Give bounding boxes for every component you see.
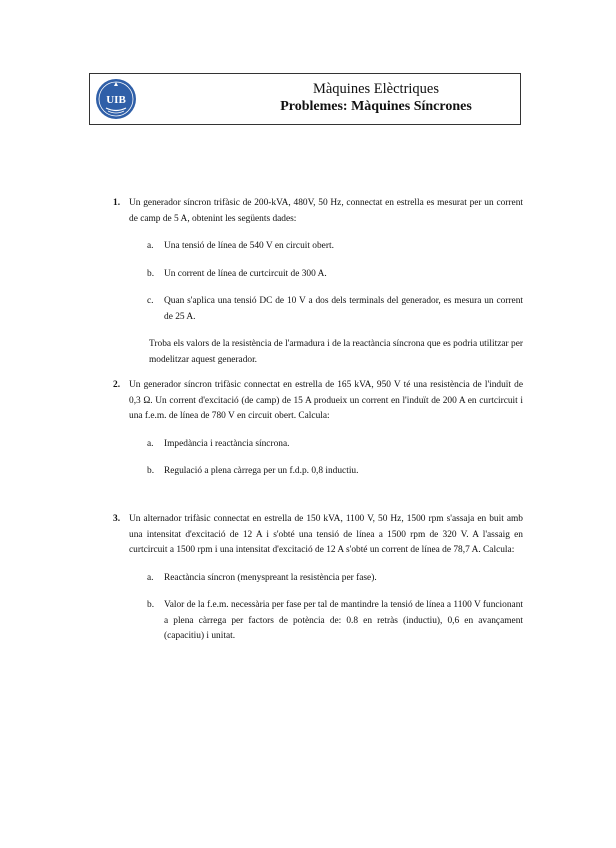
problem-statement: Un generador síncron trifàsic de 200-kVA, 480V, 50 Hz, connectat en estrella es mesurat per un corrent de camp de 5 A, obtenint les següents dades: <box>129 198 523 224</box>
item-letter: b. <box>147 466 155 476</box>
item-letter: c. <box>147 296 154 306</box>
problem-statement: Un generador síncron trifàsic connectat en estrella de 165 kVA, 950 V té una resistència de l'induït de 0,3 Ω. Un corrent d'excitació (de camp) de 15 A produeix un corrent en l'induït de 200 A en curtcircuit i una f.e.m. de línea de 780 V en circuit obert. Calcula: <box>129 380 523 421</box>
list-item <box>147 294 523 325</box>
page-title: Màquines Elèctriques <box>312 81 440 97</box>
problem-number: 2. <box>113 380 121 390</box>
uib-logo-icon <box>94 77 138 121</box>
problem-1 <box>113 196 523 368</box>
item-text: Reactància síncron (menyspreant la resistència per fase). <box>164 572 377 583</box>
item-letter: a. <box>147 572 154 583</box>
list-item <box>147 267 523 283</box>
list-item <box>147 437 523 453</box>
problem-2 <box>113 378 523 492</box>
problem-3 <box>113 512 523 657</box>
list-item <box>147 571 523 587</box>
uib-logo <box>94 77 138 121</box>
item-letter: a. <box>147 241 154 251</box>
item-text: Regulació a plena càrrega per un f.d.p. 0,8 inductiu. <box>164 466 359 476</box>
item-letter: b. <box>147 268 155 279</box>
problem-number: 3. <box>113 514 121 524</box>
problem-closing: Troba els valors de la resistència de l'armadura i de la reactància síncrona que es podria utilitzar per modelitzar aquest generador. <box>149 339 523 365</box>
item-text: Un corrent de línea de curtcircuit de 300 A. <box>164 268 327 279</box>
list-item <box>147 239 523 255</box>
item-letter: b. <box>147 600 155 610</box>
item-text: Quan s'aplica una tensió DC de 10 V a dos dels terminals del generador, es mesura un corrent de 25 A. <box>164 296 523 322</box>
problem-statement: Un alternador trifàsic connectat en estrella de 150 kVA, 1100 V, 50 Hz, 1500 rpm s'assaja en buit amb una intensitat d'excitació de 12 A i s'obté una tensió de línea a 1500 rpm de 320 V. A l'assaig en curtcircuit a 1500 rpm i una intensitat d'excitació de 12 A s'obté un corrent de línea de 78,7 A. Calcula: <box>129 514 523 555</box>
item-text: Valor de la f.e.m. necessària per fase per tal de mantindre la tensió de línea a 1100 V funcionant a plena càrrega per factors de potència de: 0.8 en retràs (inductiu), 0,6 en avançament (capacitiu) i unitat. <box>164 600 523 641</box>
list-item <box>147 464 523 480</box>
item-text: Impedància i reactància síncrona. <box>164 438 290 449</box>
item-letter: a. <box>147 438 154 449</box>
problem-number: 1. <box>113 198 121 208</box>
logo-text: UIB <box>106 94 126 106</box>
header-box <box>89 73 521 125</box>
page-subtitle: Problemes: Màquines Síncrones <box>280 99 472 114</box>
item-text: Una tensió de línea de 540 V en circuit obert. <box>164 241 334 251</box>
list-item <box>147 598 523 645</box>
